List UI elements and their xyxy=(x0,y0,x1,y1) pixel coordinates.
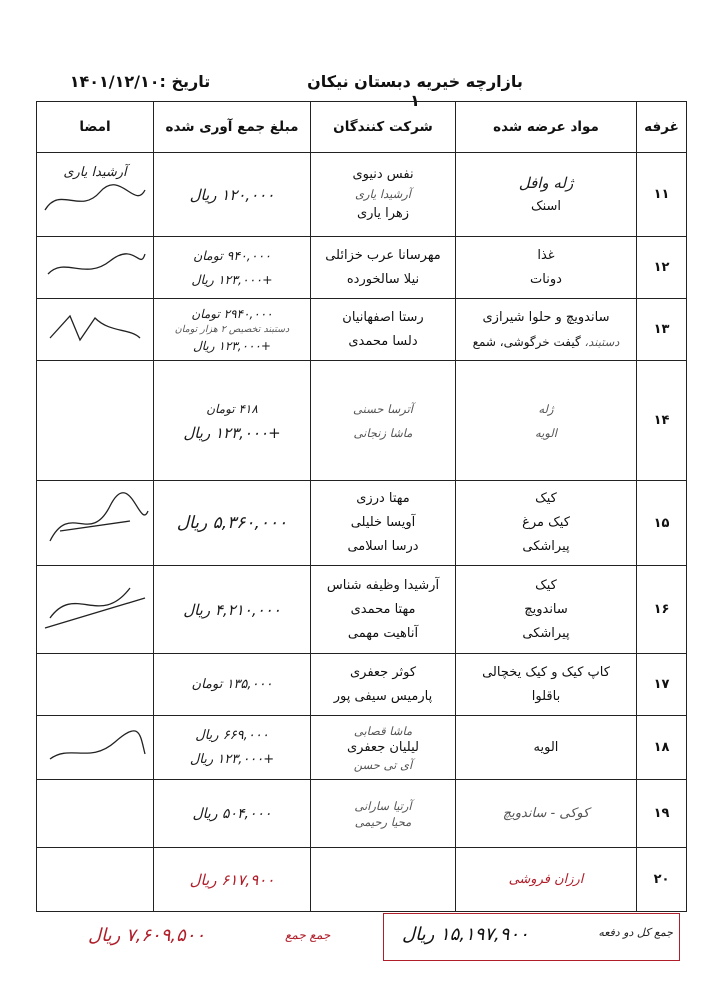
item: دونات xyxy=(530,271,562,287)
booth-number: ۱۲ xyxy=(637,237,687,299)
participants-cell xyxy=(311,361,456,481)
items-cell xyxy=(456,716,637,780)
participant-handwritten: آرشیدا یاری xyxy=(354,187,411,201)
amount-cell xyxy=(154,361,311,481)
participant: نفس دنیوی xyxy=(352,167,414,182)
item: کیک xyxy=(535,577,557,593)
participant: آویسا خلیلی xyxy=(350,515,416,530)
participant-handwritten: آی تی حسن xyxy=(353,757,413,772)
amount-value: ۶۶۹,۰۰۰ ریال xyxy=(195,727,269,743)
signature-scribble xyxy=(40,308,150,348)
header-participants: شرکت کنندگان xyxy=(311,102,456,153)
amount-value: ۱۳۵,۰۰۰ تومان xyxy=(191,676,273,692)
amount-cell xyxy=(154,153,311,237)
items-cell xyxy=(456,654,637,716)
total-box xyxy=(383,913,680,961)
amount-value: ۹۴۰,۰۰۰ تومان xyxy=(193,247,271,263)
signature-scribble xyxy=(40,491,150,551)
amount-cell xyxy=(154,566,311,654)
participants-cell xyxy=(311,153,456,237)
table-row xyxy=(37,566,687,654)
participant: لیلیان جعفری xyxy=(347,739,419,755)
booth-number: ۱۵ xyxy=(637,481,687,566)
amount-note: دستبند تخصیص ۲ هزار تومان xyxy=(174,323,290,335)
amount-addition: +۱۲۳,۰۰۰ ریال xyxy=(191,271,273,287)
amount-value: ۵۰۴,۰۰۰ ریال xyxy=(192,805,272,822)
participants-cell xyxy=(311,716,456,780)
table-row xyxy=(37,237,687,299)
total-value: ۱۵,۱۹۷,۹۰۰ ریال xyxy=(402,924,529,945)
header-booth: غرفه xyxy=(637,102,687,153)
participant: کوثر جعفری xyxy=(349,664,417,680)
signature-scribble xyxy=(40,578,150,638)
header-amount: مبلغ جمع آوری شده xyxy=(154,102,311,153)
amount-cell xyxy=(154,237,311,299)
booth-number: ۱۳ xyxy=(637,299,687,361)
signature-scribble xyxy=(40,246,150,286)
item: الویه xyxy=(533,739,559,755)
signature-cell xyxy=(37,361,154,481)
participant: آناهیت مهمی xyxy=(347,625,419,641)
amount-cell xyxy=(154,654,311,716)
item: ژله وافل xyxy=(518,173,574,192)
item: پیراشکی xyxy=(522,539,570,554)
booth-number: ۱۴ xyxy=(637,361,687,481)
signature-cell xyxy=(37,237,154,299)
amount-value: ۱۲۰,۰۰۰ ریال xyxy=(189,185,275,204)
item: گیفت خرگوشی، شمع xyxy=(472,334,581,349)
item: کیک مرغ xyxy=(522,515,570,530)
table-row xyxy=(37,654,687,716)
table-row xyxy=(37,299,687,361)
table-header-row xyxy=(37,102,687,153)
item-handwritten: ارزان فروشی xyxy=(508,871,584,887)
participant: پارمیس سیفی پور xyxy=(333,688,433,704)
amount-cell xyxy=(154,481,311,566)
amount-value: ۴,۲۱۰,۰۰۰ ریال xyxy=(183,600,281,619)
participant-handwritten: ماشا قصابی xyxy=(353,723,413,738)
participant: آرشیدا وظیفه شناس xyxy=(326,577,440,593)
booth-number: ۱۶ xyxy=(637,566,687,654)
signature-cell xyxy=(37,780,154,848)
page-title: بازارچه خیریه دبستان نیکان ۱ xyxy=(307,72,523,110)
participant: درسا اسلامی xyxy=(347,539,419,554)
signature-cell xyxy=(37,654,154,716)
amount-value: ۴۱۸ تومان xyxy=(206,401,258,416)
table-row xyxy=(37,153,687,237)
participants-cell xyxy=(311,566,456,654)
subtotal-label: جمع جمع xyxy=(285,928,331,942)
total-label: جمع کل دو دفعه xyxy=(598,926,673,939)
signature-cell xyxy=(37,566,154,654)
participant: مهرسانا عرب خزائلی xyxy=(325,247,441,263)
item: کیک xyxy=(535,491,557,506)
amount-addition: +۱۲۳,۰۰۰ ریال xyxy=(189,751,275,767)
participant: رستا اصفهانیان xyxy=(342,309,424,325)
items-cell xyxy=(456,361,637,481)
items-cell xyxy=(456,237,637,299)
donation-table xyxy=(36,101,687,912)
amount-addition: +۱۲۳,۰۰۰ ریال xyxy=(183,423,281,442)
signature-cell xyxy=(37,153,154,237)
signature-scribble xyxy=(40,180,150,220)
participant: زهرا یاری xyxy=(356,206,410,221)
booth-number: ۱۷ xyxy=(637,654,687,716)
items-cell xyxy=(456,481,637,566)
item-line xyxy=(456,330,636,354)
participant: آترسا حسنی xyxy=(353,401,413,416)
participant: مهتا درزی xyxy=(356,491,410,506)
table-row xyxy=(37,716,687,780)
participants-cell xyxy=(311,654,456,716)
participant: دلسا محمدی xyxy=(348,333,418,349)
participants-cell xyxy=(311,848,456,912)
item: ساندویچ و حلوا شیرازی xyxy=(482,309,610,325)
table-row xyxy=(37,848,687,912)
participant: ماشا زنجانی xyxy=(353,425,413,440)
amount-addition: +۱۲۳,۰۰۰ ریال xyxy=(193,338,271,353)
participants-cell xyxy=(311,299,456,361)
table-row xyxy=(37,481,687,566)
items-cell xyxy=(456,153,637,237)
item: اسنک xyxy=(530,198,562,214)
booth-number: ۱۹ xyxy=(637,780,687,848)
table-row xyxy=(37,780,687,848)
signature-cell xyxy=(37,848,154,912)
items-cell xyxy=(456,566,637,654)
items-cell xyxy=(456,299,637,361)
amount-cell xyxy=(154,299,311,361)
booth-number: ۲۰ xyxy=(637,848,687,912)
item: باقلوا xyxy=(531,688,561,704)
item-handwritten: دستبند، xyxy=(584,334,620,349)
header-signature: امضا xyxy=(37,102,154,153)
table-row xyxy=(37,361,687,481)
amount-value: ۵,۳۶۰,۰۰۰ ریال xyxy=(176,513,288,533)
booth-number: ۱۱ xyxy=(637,153,687,237)
item: ساندویچ xyxy=(524,601,568,617)
signature-cell xyxy=(37,716,154,780)
participants-cell xyxy=(311,481,456,566)
participant-handwritten: محیا رحیمی xyxy=(354,814,412,829)
item: ژله xyxy=(538,401,554,416)
signature-text: آرشیدا یاری xyxy=(63,165,127,180)
signature-cell xyxy=(37,299,154,361)
date-label: تاریخ :۱۴۰۱/۱۲/۱۰ xyxy=(69,72,211,91)
item-handwritten: کوکی - ساندویچ xyxy=(502,805,590,821)
amount-value: ۲۹۴۰,۰۰۰ تومان xyxy=(191,306,273,321)
amount-cell xyxy=(154,716,311,780)
item: غذا xyxy=(537,247,555,263)
participants-cell xyxy=(311,780,456,848)
signature-scribble xyxy=(40,724,150,768)
amount-cell xyxy=(154,848,311,912)
participant: مهتا محمدی xyxy=(350,601,416,617)
signature-cell xyxy=(37,481,154,566)
amount-cell xyxy=(154,780,311,848)
participants-cell xyxy=(311,237,456,299)
booth-number: ۱۸ xyxy=(637,716,687,780)
subtotal-value: ۷,۶۰۹,۵۰۰ ریال xyxy=(88,925,206,946)
items-cell xyxy=(456,848,637,912)
item: پیراشکی xyxy=(522,625,570,641)
participant-handwritten: آرتیا سارانی xyxy=(354,798,412,813)
items-cell xyxy=(456,780,637,848)
participant: نیلا سالخورده xyxy=(346,271,420,287)
header-items: مواد عرضه شده xyxy=(456,102,637,153)
amount-value: ۶۱۷,۹۰۰ ریال xyxy=(189,870,275,889)
item: الویه xyxy=(534,425,557,440)
item: کاپ کیک و کیک یخچالی xyxy=(482,664,610,680)
